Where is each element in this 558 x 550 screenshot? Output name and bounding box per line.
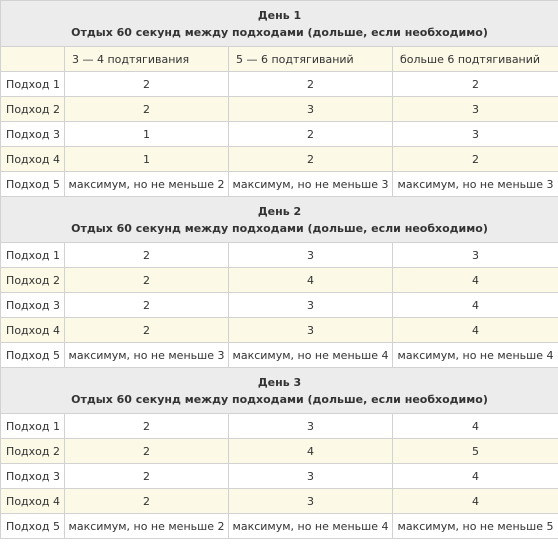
column-header-row bbox=[1, 47, 558, 72]
table-cell: 5 bbox=[393, 439, 558, 464]
table-cell: 2 bbox=[65, 97, 229, 122]
table-cell: 2 bbox=[65, 439, 229, 464]
set-label: Подход 1 bbox=[1, 243, 65, 268]
table-cell: 2 bbox=[65, 318, 229, 343]
day-3-set-3-row bbox=[1, 464, 558, 489]
table-cell: 3 bbox=[229, 489, 393, 514]
table-cell: 1 bbox=[65, 122, 229, 147]
day-2-rest-note: Отдых 60 секунд между подходами (дольше, если необходимо) bbox=[71, 221, 488, 235]
table-cell: максимум, но не меньше 3 bbox=[65, 343, 229, 368]
day-2-set-3-row bbox=[1, 293, 558, 318]
set-label: Подход 3 bbox=[1, 293, 65, 318]
column-header-5-6: 5 — 6 подтягиваний bbox=[229, 47, 393, 72]
day-2-set-5-row bbox=[1, 343, 558, 368]
day-1-header bbox=[1, 1, 558, 47]
table-cell: максимум, но не меньше 4 bbox=[393, 343, 558, 368]
table-cell: 3 bbox=[229, 414, 393, 439]
day-1-header-cell bbox=[1, 1, 558, 47]
table-cell: 4 bbox=[229, 439, 393, 464]
table-cell: 4 bbox=[393, 489, 558, 514]
table-cell: 2 bbox=[65, 414, 229, 439]
table-cell: 4 bbox=[393, 414, 558, 439]
day-2-set-1-row bbox=[1, 243, 558, 268]
day-1-rest-note: Отдых 60 секунд между подходами (дольше, если необходимо) bbox=[71, 25, 488, 39]
table-cell: 3 bbox=[393, 243, 558, 268]
day-3-set-4-row bbox=[1, 489, 558, 514]
set-label: Подход 2 bbox=[1, 97, 65, 122]
table-cell: 2 bbox=[65, 293, 229, 318]
table-cell: 3 bbox=[229, 318, 393, 343]
day-3-rest-note: Отдых 60 секунд между подходами (дольше, если необходимо) bbox=[71, 392, 488, 406]
set-label: Подход 3 bbox=[1, 464, 65, 489]
day-1-set-3-row bbox=[1, 122, 558, 147]
day-3-title: День 3 bbox=[257, 375, 302, 389]
table-cell: 2 bbox=[65, 464, 229, 489]
table-cell: 4 bbox=[393, 293, 558, 318]
table-cell: 3 bbox=[229, 243, 393, 268]
column-header-over-6: больше 6 подтягиваний bbox=[393, 47, 558, 72]
day-3-set-2-row bbox=[1, 439, 558, 464]
day-2-set-2-row bbox=[1, 268, 558, 293]
table-cell: 2 bbox=[229, 122, 393, 147]
table-cell: 2 bbox=[65, 72, 229, 97]
table-cell: 4 bbox=[393, 318, 558, 343]
table-cell: 2 bbox=[229, 72, 393, 97]
table-cell: максимум, но не меньше 3 bbox=[393, 172, 558, 197]
table-cell: 2 bbox=[65, 268, 229, 293]
day-2-set-4-row bbox=[1, 318, 558, 343]
table-cell: максимум, но не меньше 5 bbox=[393, 514, 558, 539]
set-label: Подход 4 bbox=[1, 318, 65, 343]
table-cell: 3 bbox=[229, 293, 393, 318]
table-cell: максимум, но не меньше 2 bbox=[65, 172, 229, 197]
day-1-title: День 1 bbox=[257, 8, 302, 22]
day-1-set-4-row bbox=[1, 147, 558, 172]
day-1-set-2-row bbox=[1, 97, 558, 122]
table-cell: 4 bbox=[393, 464, 558, 489]
set-label: Подход 5 bbox=[1, 343, 65, 368]
set-label: Подход 2 bbox=[1, 268, 65, 293]
table-cell: максимум, но не меньше 4 bbox=[229, 343, 393, 368]
table-cell: максимум, но не меньше 3 bbox=[229, 172, 393, 197]
day-3-header bbox=[1, 368, 558, 414]
table-cell: 3 bbox=[393, 97, 558, 122]
set-label: Подход 3 bbox=[1, 122, 65, 147]
set-label: Подход 4 bbox=[1, 489, 65, 514]
day-3-header-cell bbox=[1, 368, 558, 414]
set-label: Подход 4 bbox=[1, 147, 65, 172]
day-3-set-1-row bbox=[1, 414, 558, 439]
table-cell: 2 bbox=[65, 243, 229, 268]
column-header-3-4: 3 — 4 подтягивания bbox=[65, 47, 229, 72]
table-cell: 3 bbox=[229, 97, 393, 122]
table-cell: 4 bbox=[229, 268, 393, 293]
table-cell: 4 bbox=[393, 268, 558, 293]
day-1-set-1-row bbox=[1, 72, 558, 97]
table-cell: максимум, но не меньше 2 bbox=[65, 514, 229, 539]
day-3-set-5-row bbox=[1, 514, 558, 539]
table-cell: 3 bbox=[229, 464, 393, 489]
set-label: Подход 1 bbox=[1, 72, 65, 97]
table-cell: 2 bbox=[65, 489, 229, 514]
set-label: Подход 5 bbox=[1, 514, 65, 539]
table-cell: 3 bbox=[393, 122, 558, 147]
day-2-title: День 2 bbox=[257, 204, 302, 218]
table-cell: 2 bbox=[393, 147, 558, 172]
column-header-empty bbox=[1, 47, 65, 72]
set-label: Подход 5 bbox=[1, 172, 65, 197]
day-2-header bbox=[1, 197, 558, 243]
day-1-set-5-row bbox=[1, 172, 558, 197]
day-2-header-cell bbox=[1, 197, 558, 243]
set-label: Подход 2 bbox=[1, 439, 65, 464]
table-cell: 2 bbox=[229, 147, 393, 172]
table-cell: максимум, но не меньше 4 bbox=[229, 514, 393, 539]
table-cell: 2 bbox=[393, 72, 558, 97]
set-label: Подход 1 bbox=[1, 414, 65, 439]
table-cell: 1 bbox=[65, 147, 229, 172]
